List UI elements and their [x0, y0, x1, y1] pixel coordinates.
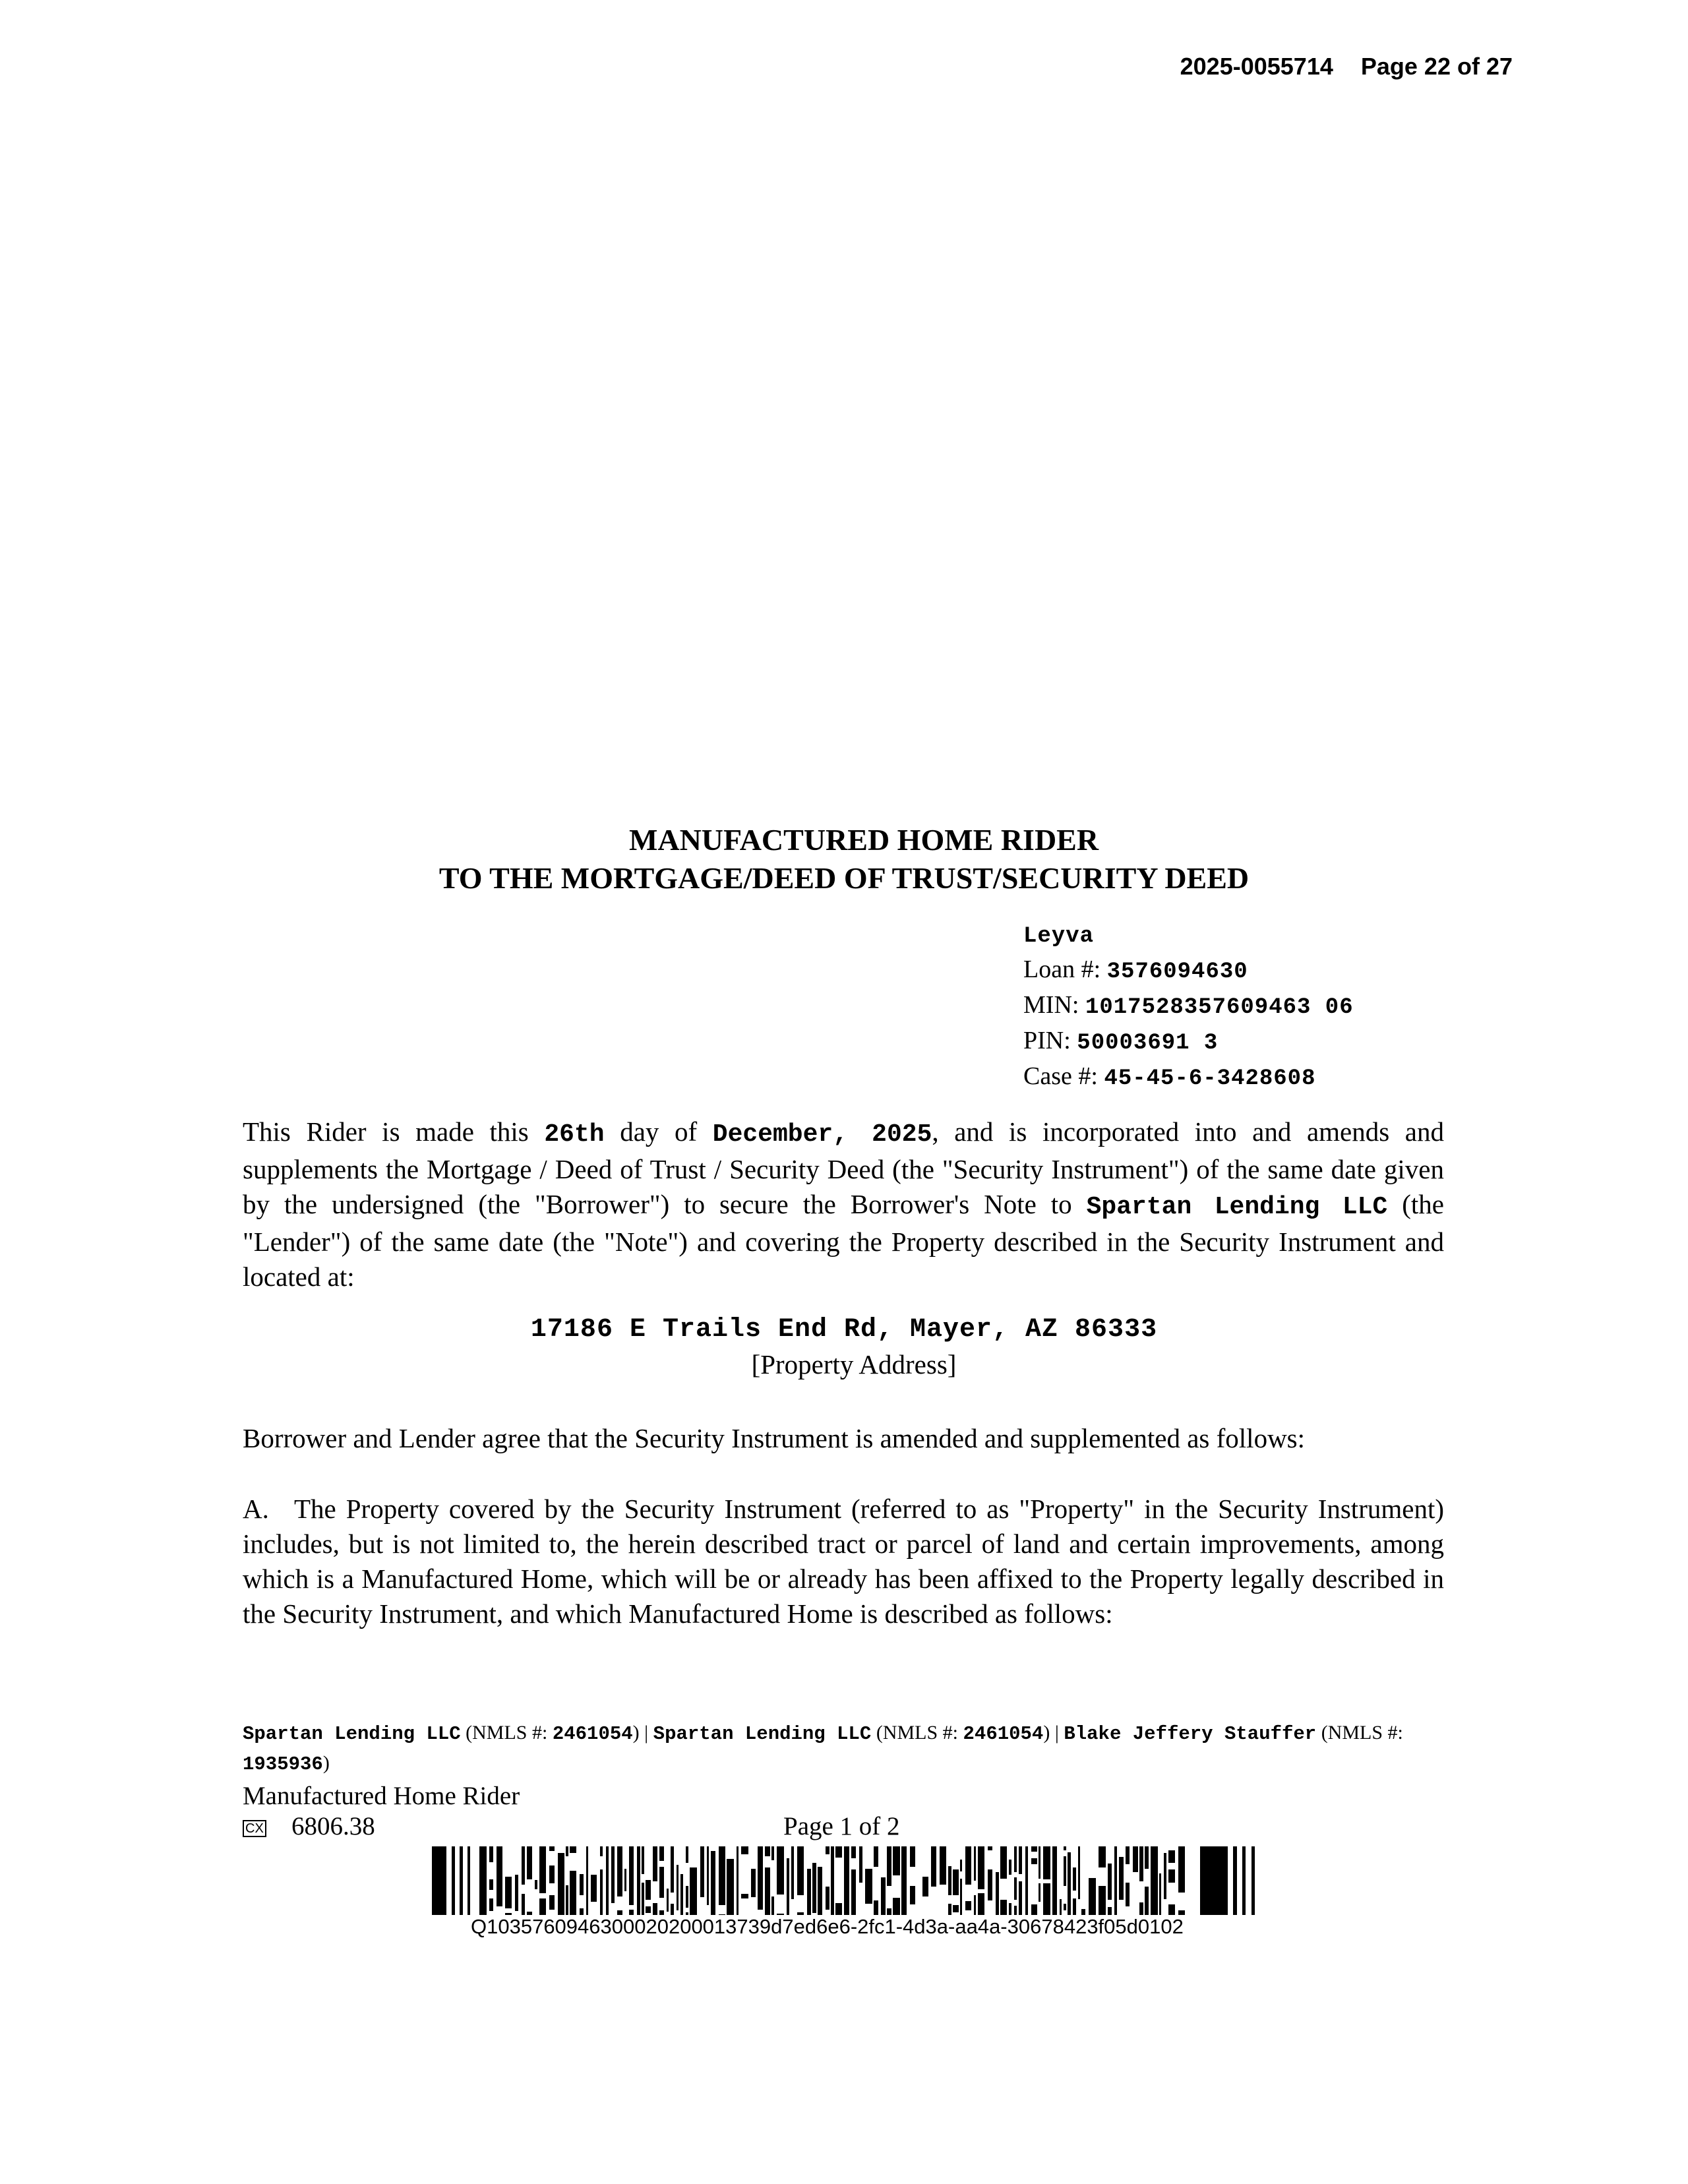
pin-value: 50003691 3 [1077, 1031, 1219, 1056]
property-address-caption: [Property Address] [751, 1349, 957, 1380]
case-line [1023, 1060, 1354, 1095]
pin-line [1023, 1024, 1354, 1060]
min-line [1023, 988, 1354, 1024]
loan-number-value: 3576094630 [1106, 959, 1248, 985]
form-name: Manufactured Home Rider [243, 1782, 520, 1810]
loan-number-label: Loan #: [1023, 956, 1107, 983]
nmls-number-1: 2461054 [552, 1723, 633, 1745]
barcode-icon [432, 1846, 1259, 1915]
nmls-label-1: (NMLS #: [460, 1722, 553, 1744]
section-a-label: A. [243, 1494, 269, 1524]
rider-day: 26th [544, 1120, 605, 1149]
page-counter: Page 22 of 27 [1360, 53, 1513, 80]
form-code: 6806.38 [291, 1812, 375, 1840]
title-line-2: TO THE MORTGAGE/DEED OF TRUST/SECURITY DEED [438, 861, 1250, 895]
pin-label: PIN: [1023, 1027, 1077, 1054]
borrower-name: Leyva [1023, 924, 1095, 949]
intro-text-4: (the "Lender") of the same date (the "Note") and covering the Property described in the Security Instrument and located at: [243, 1189, 1444, 1292]
agreement-paragraph: Borrower and Lender agree that the Security Instrument is amended and supplemented as follows: [243, 1423, 1306, 1453]
loan-info-block [1023, 920, 1354, 1095]
min-value: 1017528357609463 06 [1085, 995, 1354, 1020]
rider-intro-paragraph [243, 1114, 1444, 1294]
loan-number-line [1023, 953, 1354, 988]
rider-page-number: Page 1 of 2 [783, 1812, 900, 1840]
lender-name: Spartan Lending LLC [1086, 1193, 1388, 1221]
barcode-text: Q1035760946300020200013739d7ed6e6-2fc1-4d3a-aa4a-30678423f05d0102 [471, 1915, 1184, 1938]
intro-text-3: , and is incorporated into and amends and supplements the Mortgage / Deed of Trust / Security Deed (the "Security Instrument") of the same date given by the undersigned (the "Borrower") to secure the Borrower's Note to [243, 1116, 1444, 1219]
nmls-line [243, 1718, 1444, 1779]
title-line-1: MANUFACTURED HOME RIDER [628, 823, 1099, 857]
footer-company-1: Spartan Lending LLC [243, 1723, 461, 1745]
footer-company-2: Spartan Lending LLC [653, 1723, 872, 1745]
nmls-label-2: (NMLS #: [871, 1722, 963, 1744]
nmls-separator-1: ) | [632, 1722, 653, 1744]
section-a-paragraph [243, 1492, 1444, 1631]
document-title [0, 821, 1688, 897]
nmls-number-2: 2461054 [963, 1723, 1044, 1745]
rider-month-year: December, 2025 [712, 1120, 932, 1149]
min-label: MIN: [1023, 991, 1085, 1019]
recording-stamp [1180, 53, 1513, 80]
nmls-separator-2: ) | [1043, 1722, 1064, 1744]
nmls-number-3: 1935936 [243, 1753, 323, 1775]
document-footer [243, 1718, 1444, 1845]
intro-text-2: day of [604, 1116, 713, 1147]
case-label: Case #: [1023, 1062, 1104, 1090]
document-number: 2025-0055714 [1180, 53, 1333, 80]
section-a-text: The Property covered by the Security Instrument (referred to as "Property" in the Security Instrument) includes, but is not limited to, the herein described tract or parcel of land and certain improvements, among which is a Manufactured Home, which will be or already has been affixed to the Property legally described in the Security Instrument, and which Manufactured Home is described as follows: [243, 1494, 1444, 1629]
nmls-label-3: (NMLS #: [1316, 1722, 1403, 1744]
nmls-close: ) [322, 1752, 330, 1774]
intro-text-1: This Rider is made this [243, 1116, 545, 1147]
property-address: 17186 E Trails End Rd, Mayer, AZ 86333 [530, 1315, 1158, 1345]
footer-officer: Blake Jeffery Stauffer [1064, 1723, 1317, 1745]
property-address-block [0, 1312, 1688, 1382]
case-value: 45-45-6-3428608 [1104, 1066, 1316, 1091]
cx-logo-icon: CX [243, 1820, 266, 1837]
form-code-row [243, 1812, 1444, 1845]
